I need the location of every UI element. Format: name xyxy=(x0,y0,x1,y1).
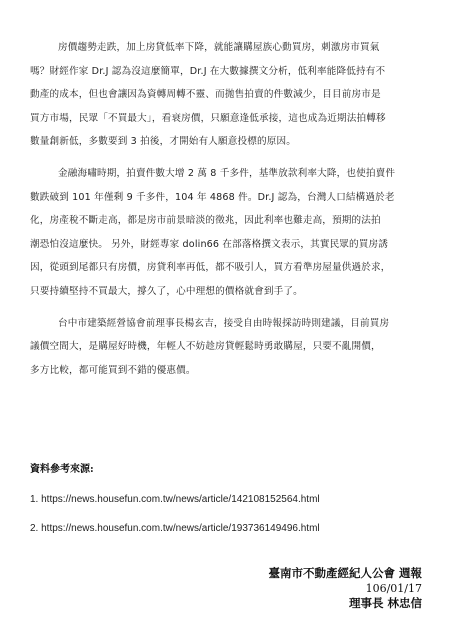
paragraph-line: 潮恐怕沒這麼快。 另外，財經專家 dolin66 在部落格撰文表示，其實民眾的買房誘 xyxy=(30,238,389,250)
paragraph-line: 動產的成本，但也會讓因為資轉周轉不靈、而拋售拍賣的件數減少，目目前房市是 xyxy=(30,89,381,101)
paragraph-line: 數跌破到 101 年僅剩 9 千多件，104 年 4868 件。Dr.J 認為，台灣人口結構過於老 xyxy=(30,191,395,203)
paragraph-line: 買方市場，民眾「不買最大」，看衰房價，只願意逢低承接，這也成為近期法拍轉移 xyxy=(30,112,386,124)
paragraph-line: 化，房產稅不斷走高，都是房市前景暗淡的徵兆，因此利率也難走高，預期的法拍 xyxy=(30,215,381,227)
references-title: 資料參考來源: xyxy=(30,464,94,475)
signature-chairman: 理事長 林忠信 xyxy=(348,596,422,610)
paragraph-line: 台中市建築經營協會前理事長楊玄吉，接受自由時報採訪時則建議，目前買房 xyxy=(58,317,390,329)
signature-organization: 臺南市不動產經紀人公會 週報 xyxy=(268,566,422,580)
paragraph-line: 多方比較，都可能買到不錯的優惠價。 xyxy=(30,364,196,376)
paragraph-2 xyxy=(30,162,422,304)
references-section xyxy=(30,460,430,552)
paragraph-line: 因，從頭到尾都只有房價，房貸利率再低，都不吸引人，買方看準房屋量供過於求， xyxy=(30,262,391,274)
paragraph-line: 數量創新低，多數要到 3 拍後，才開始有人願意投標的原因。 xyxy=(30,136,296,148)
article-body xyxy=(30,36,422,390)
paragraph-line: 議價空間大，是購屋好時機，年輕人不妨趁房貸輕鬆時勇敢購屋，只要不亂開價， xyxy=(30,341,381,353)
paragraph-3 xyxy=(30,312,422,383)
paragraph-line: 房價趨勢走跌，加上房貸低率下降，就能讓購屋族心動買房，刺激房市買氣 xyxy=(58,42,380,53)
reference-link-2[interactable]: 2. https://news.housefun.com.tw/news/article/193736149496.html xyxy=(30,523,320,534)
paragraph-line: 金融海嘯時期，拍賣件數大增 2 萬 8 千多件，基準放款利率大降，也使拍賣件 xyxy=(58,167,396,179)
paragraph-line: 只要持續堅持不買最大，撐久了，心中理想的價格就會到手了。 xyxy=(30,285,303,297)
reference-link-1[interactable]: 1. https://news.housefun.com.tw/news/article/142108152564.html xyxy=(30,494,320,505)
paragraph-line: 嗎？財經作家 Dr.J 認為沒這麼簡單，Dr.J 在大數據撰文分析，低利率能降低持有不 xyxy=(30,65,386,77)
paragraph-1 xyxy=(30,36,422,154)
signature-block xyxy=(268,566,422,611)
signature-date: 106/01/17 xyxy=(365,582,422,595)
